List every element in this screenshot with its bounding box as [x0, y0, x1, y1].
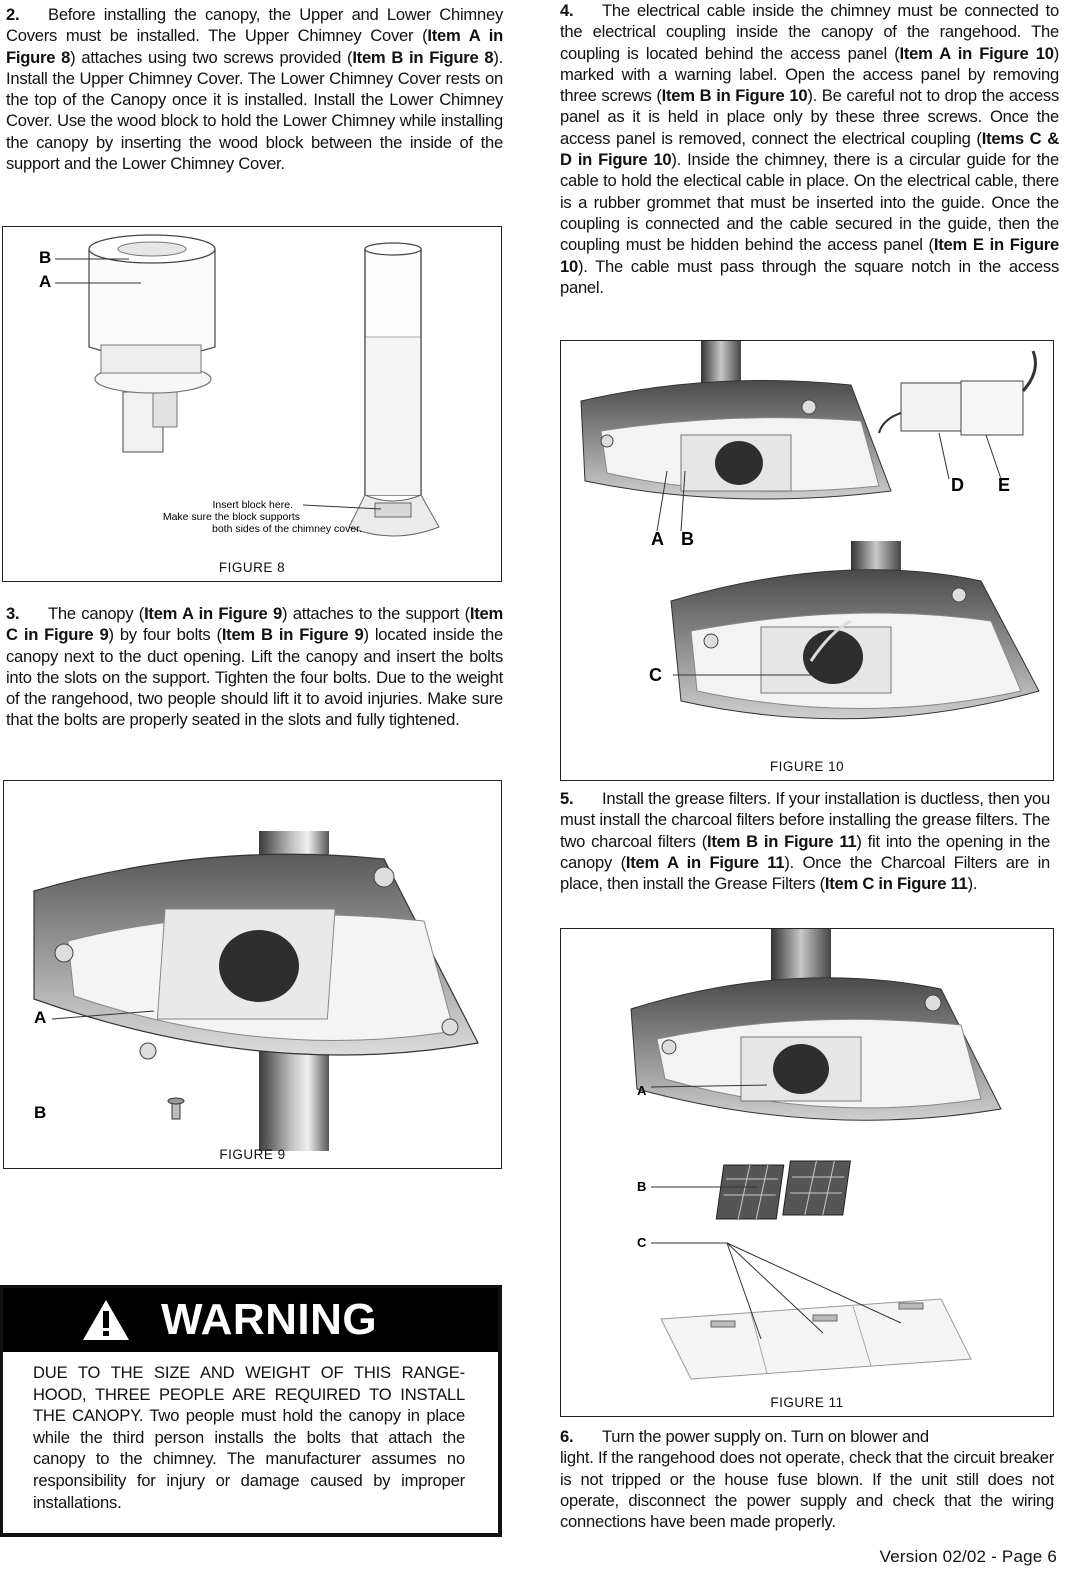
label-b: B: [34, 1103, 47, 1122]
figure-reference: Item B in Figure 11: [707, 831, 857, 851]
label-a: A: [651, 529, 664, 549]
step-6-paragraph: 6. Turn the power supply on. Turn on blower and light. If the rangehood does not operate, check that the circuit breaker is not tripped or the house fuse blown. If the unit still does not operate, disconnect the power supply and check that the wiring connections have been made properly.: [560, 1427, 1054, 1532]
label-c: C: [649, 665, 662, 685]
figure-reference: Item A in Figure 10: [899, 43, 1054, 63]
warning-text: DUE TO THE SIZE AND WEIGHT OF THIS RANGE-HOOD, THREE PEOPLE ARE REQUIRED TO INSTALL THE CANOPY. Two people must hold the canopy in place while the third person installs the bolts that attach the canopy to the chimney. The manufacturer assumes no responsibility for injury or damage caused by improper installations.: [33, 1363, 465, 1512]
charcoal-filters: [716, 1161, 850, 1219]
figure-caption: FIGURE 9: [219, 1147, 286, 1162]
figure-caption: FIGURE 11: [770, 1395, 844, 1410]
figure-reference: Item B in Figure 10: [661, 86, 808, 106]
cover-top-opening: [118, 242, 186, 256]
label-e: E: [998, 475, 1011, 495]
warning-header: [3, 1288, 498, 1352]
label-b: B: [39, 248, 52, 267]
lower-cover-top-rim: [365, 243, 421, 255]
filters-illustration: [561, 929, 1055, 1418]
warning-title: WARNING: [161, 1295, 378, 1344]
step-number: 6.: [560, 1427, 574, 1446]
figure-reference: Item C in Figure 9: [6, 604, 503, 645]
wood-block: [375, 503, 411, 517]
coupling-d: [901, 383, 961, 431]
figure-reference: Item B in Figure 8: [352, 47, 494, 67]
label-c: C: [637, 1235, 647, 1250]
figure-reference: Items C & D in Figure 10: [560, 128, 1059, 170]
callout-text: Make sure the block supports: [162, 511, 300, 523]
coupling-e: [961, 381, 1023, 435]
electrical-coupling-illustration: [561, 341, 1055, 782]
light-fixture: [55, 944, 73, 962]
light-fixture: [374, 867, 394, 887]
label-a: A: [637, 1083, 647, 1098]
label-a: A: [34, 1008, 47, 1027]
figure-reference: Item C in Figure 11: [824, 874, 968, 894]
page-footer: Version 02/02 - Page 6: [879, 1547, 1057, 1566]
chimney-covers-illustration: [3, 227, 503, 583]
label-a: A: [39, 272, 52, 291]
label-d: D: [951, 475, 964, 495]
canopy-support-illustration: [4, 781, 503, 1170]
label-b: B: [681, 529, 694, 549]
figure-reference: Item B in Figure 9: [221, 625, 364, 645]
callout-text: Insert block here.: [212, 499, 293, 511]
light-fixture: [140, 1043, 156, 1059]
leader-line-e: [986, 435, 1001, 479]
support-frame: [101, 345, 201, 373]
light-fixture: [442, 1019, 458, 1035]
warning-box: [0, 1285, 502, 1537]
step-number: 4.: [560, 1, 574, 20]
figure-reference: Item A in Figure 8: [6, 26, 504, 67]
step-3-paragraph: 3. The canopy (Item A in Figure 9) attaches to the support (Item C in Figure 9) by four bolts (Item B in Figure 9) located inside the canopy next to the duct opening. Lift the canopy and insert the bolts into the slots on the support. Tighten the four bolts. Due to the weight of the rangehood, two people should lift it to avoid injuries. Make sure that the bolts are properly seated in the slots and fully tightened.: [6, 604, 503, 730]
step-number: 5.: [560, 789, 574, 808]
step-number: 3.: [6, 604, 20, 623]
figure-reference: Item E in Figure 10: [560, 235, 1059, 276]
step-number: 2.: [6, 5, 20, 24]
upper-chimney-cover: [89, 249, 215, 357]
step-4-paragraph: 4. The electrical cable inside the chimney must be connected to the electrical coupling inside the canopy of the rangehood. The coupling is located behind the access panel (Item A in Figure 10) marked with a warning label. Open the access panel by removing three screws (Item B in Figure 10). Be careful not to drop the access panel as it is held in place only by these three screws. Once the access panel is removed, connect the electrical coupling (Items C & D in Figure 10). Inside the chimney, there is a circular guide for the cable to hold the electical cable in place. On the electrical cable, there is a rubber grommet that must be inserted into the guide. Once the coupling is connected and the cable secured in the guide, then the coupling must be hidden behind the access panel (Item E in Figure 10). The cable must pass through the square notch in the access panel.: [560, 1, 1060, 297]
label-b: B: [637, 1179, 647, 1194]
callout-text: both sides of the chimney cover.: [212, 523, 362, 535]
figure-10: [560, 340, 1054, 781]
leader-line-d: [939, 433, 949, 479]
step-2-paragraph: 2. Before installing the canopy, the Upper and Lower Chimney Covers must be installed. The Upper Chimney Cover (Item A in Figure 8) attaches using two screws provided (Item B in Figure 8). Install the Upper Chimney Cover. The Lower Chimney Cover rests on the top of the Canopy once it is installed. Install the Lower Chimney Cover. Use the wood block to hold the Lower Chimney while installing the canopy by inserting the wood block between the inside of the support and the Lower Chimney Cover.: [6, 5, 504, 174]
figure-11: [560, 928, 1054, 1417]
duct-opening: [219, 930, 299, 1002]
figure-caption: FIGURE 10: [769, 759, 845, 774]
figure-reference: Item A in Figure 9: [144, 604, 282, 623]
figure-8: [2, 226, 502, 582]
figure-reference: Item A in Figure 11: [625, 852, 785, 872]
step-5-paragraph: 5. Install the grease filters. If your installation is ductless, then you must install the charcoal filters before installing the grease filters. The two charcoal filters (Item B in Figure 11) fit into the opening in the canopy (Item A in Figure 11). Once the Charcoal Filters are in place, then install the Grease Filters (Item C in Figure 11).: [560, 789, 1050, 894]
warning-icon: [81, 1298, 131, 1342]
figure-9: [3, 780, 502, 1169]
grease-filters: [661, 1299, 971, 1379]
figure-caption: FIGURE 8: [218, 560, 286, 575]
